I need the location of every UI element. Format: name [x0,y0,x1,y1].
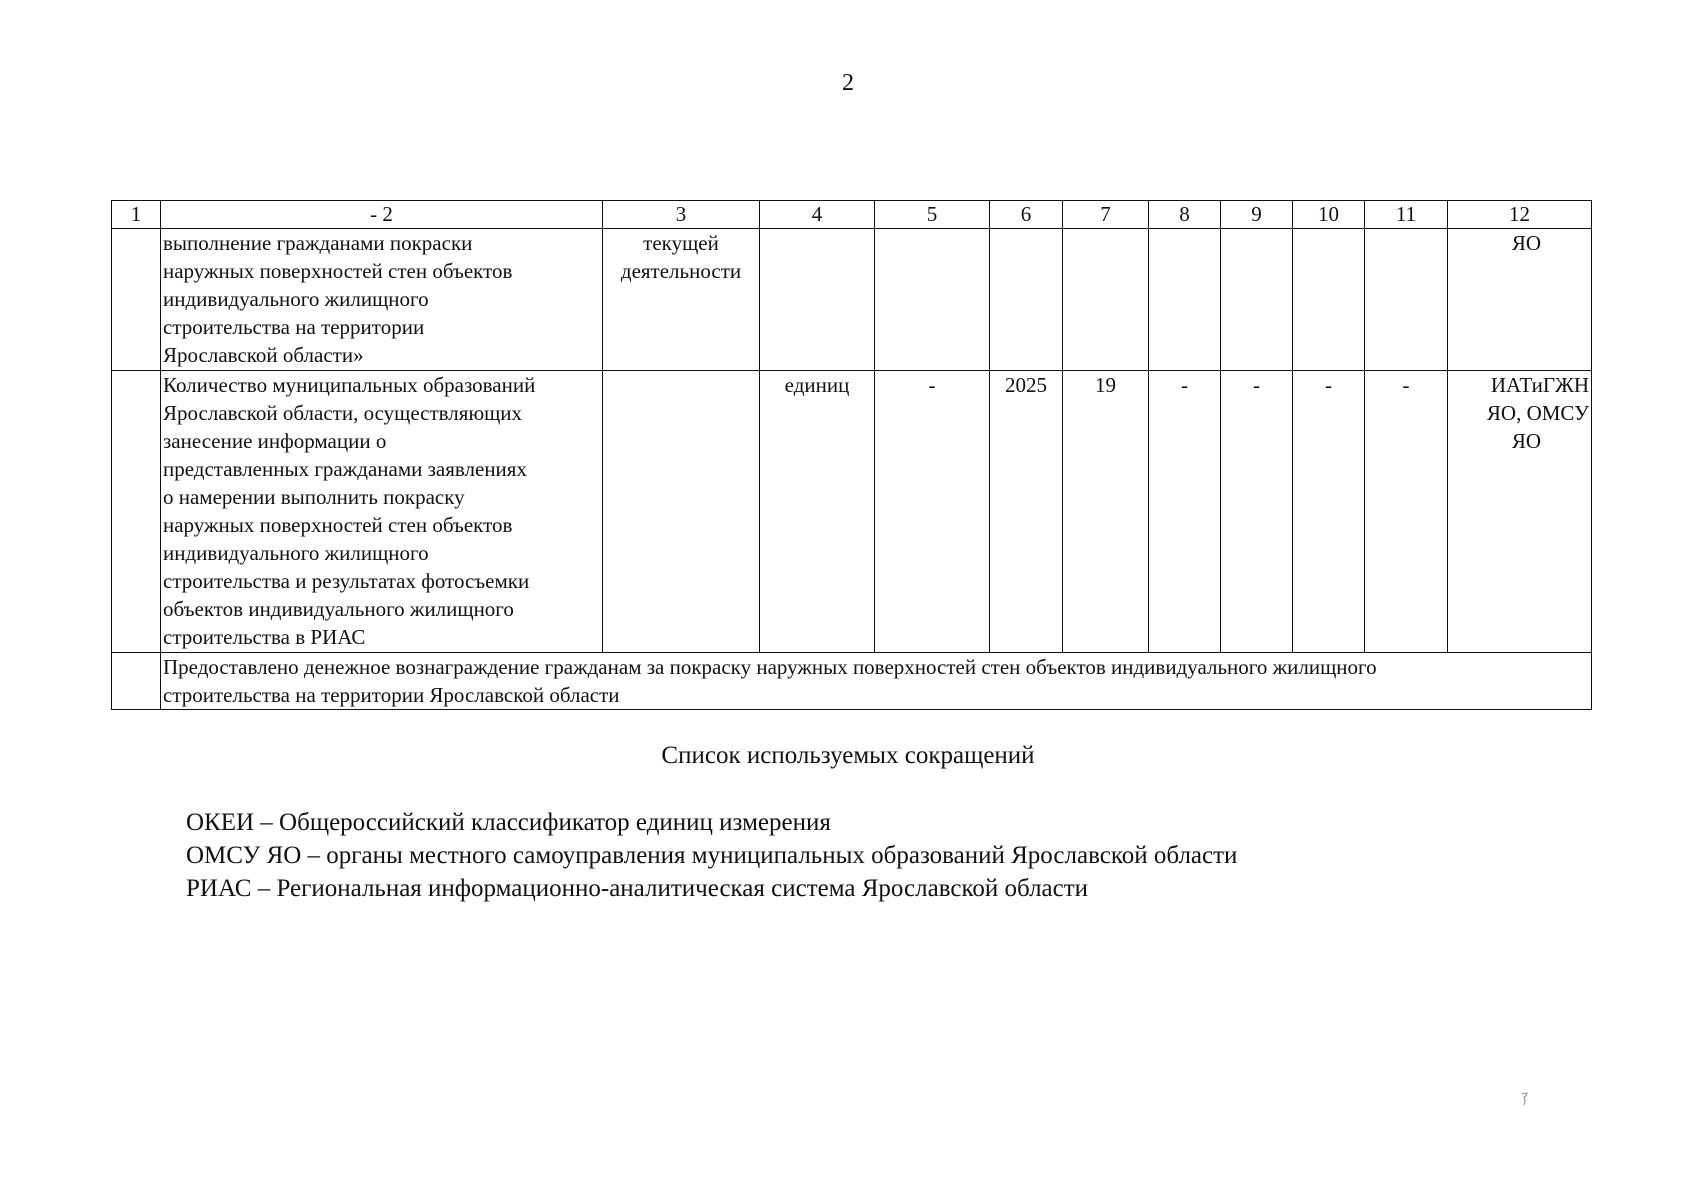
cell-line: ЯО, ОМСУ [1486,401,1589,425]
cell-line: о намерении выполнить покраску [163,485,465,509]
table-cell [1293,229,1365,371]
table-header-row [112,201,1592,229]
abbreviation-item: РИАС – Региональная информационно-аналитическая система Ярославской области [186,875,1089,902]
table-cell-value: 19 [1063,371,1149,653]
table-cell [112,371,161,653]
header-cell: 8 [1149,201,1221,229]
cell-line: Ярославской области, осуществляющих [163,401,523,425]
table-cell-responsible: ЯО [1448,229,1592,371]
table-cell [603,371,760,653]
cell-line: наружных поверхностей стен объектов [163,259,513,283]
cell-line: Предоставлено денежное вознаграждение гражданам за покраску наружных поверхностей стен объектов индивидуального жилищного [163,655,1377,679]
cell-line: занесение информации о [163,429,387,453]
table-cell-year: 2025 [990,371,1063,653]
header-cell: 7 [1063,201,1149,229]
header-cell: - 2 [161,201,603,229]
header-cell: 12 [1448,201,1592,229]
table-cell [760,229,875,371]
abbreviations-title: Список используемых сокращений [661,742,1035,769]
indicators-table [111,200,1592,710]
header-cell: 1 [112,201,161,229]
table-cell [112,229,161,371]
table-cell-indicator [161,371,603,653]
scan-artifact-mark [1521,1092,1529,1108]
header-cell: 11 [1365,201,1448,229]
table-cell: - [875,371,990,653]
table-cell-result [161,653,1592,710]
table-cell-unit: единиц [760,371,875,653]
cell-line: индивидуального жилищного [163,287,429,311]
abbreviation-item: ОКЕИ – Общероссийский классификатор единиц измерения [186,809,831,836]
table-cell-indicator [161,229,603,371]
cell-line: строительства и результатах фотосъемки [163,569,530,593]
table-row [112,653,1592,710]
abbreviations-list [186,806,1237,905]
table-cell: - [1293,371,1365,653]
table-row [112,229,1592,371]
table-cell [990,229,1063,371]
header-cell: 10 [1293,201,1365,229]
header-cell: 5 [875,201,990,229]
table-cell [1365,229,1448,371]
table-row [112,371,1592,653]
cell-line: строительства в РИАС [163,625,366,649]
cell-line: текущей [643,231,719,255]
cell-line: выполнение гражданами покраски [163,231,473,255]
table-cell [1221,229,1293,371]
cell-line: представленных гражданами заявлениях [163,457,527,481]
cell-line: Ярославской области» [163,343,364,367]
cell-line: ИАТиГЖН [1490,373,1589,397]
cell-line: деятельности [620,259,742,283]
cell-line: строительства на территории [163,315,425,339]
cell-line: объектов индивидуального жилищного [163,597,514,621]
table-cell [112,653,161,710]
abbreviation-item: ОМСУ ЯО – органы местного самоуправления муниципальных образований Ярославской области [186,842,1238,869]
table-cell [1149,229,1221,371]
table-cell: - [1149,371,1221,653]
table-cell: - [1221,371,1293,653]
header-cell: 6 [990,201,1063,229]
table-cell-responsible [1448,371,1592,653]
scan-artifact-icon [1521,1092,1529,1108]
cell-line: ЯО [1511,429,1541,453]
table-cell-type [603,229,760,371]
header-cell: 3 [603,201,760,229]
cell-line: индивидуального жилищного [163,541,429,565]
header-cell: 4 [760,201,875,229]
page-number: 2 [842,70,854,96]
cell-line: строительства на территории Ярославской области [163,683,620,707]
cell-line: наружных поверхностей стен объектов [163,513,513,537]
table-cell [875,229,990,371]
header-cell: 9 [1221,201,1293,229]
table-cell: - [1365,371,1448,653]
table-cell [1063,229,1149,371]
cell-line: Количество муниципальных образований [163,373,536,397]
